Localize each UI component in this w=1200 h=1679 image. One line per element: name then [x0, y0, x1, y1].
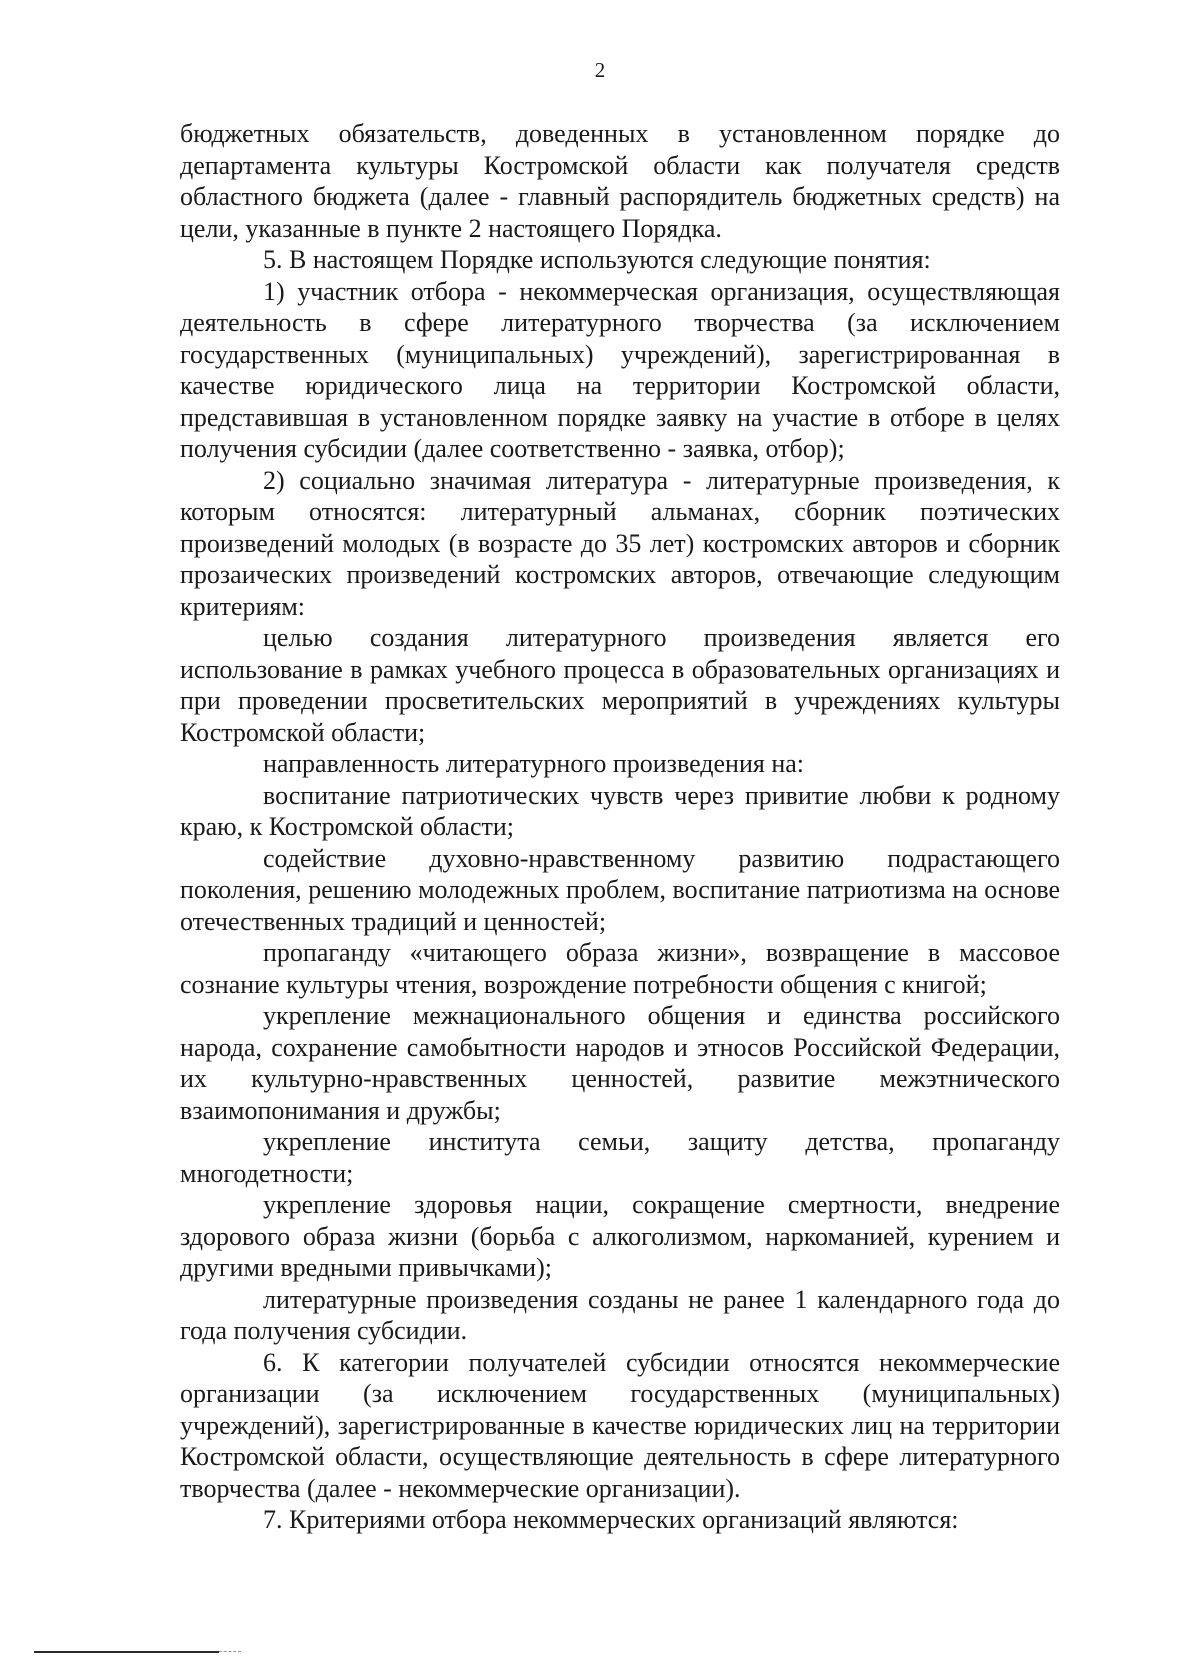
paragraph-item-7: 7. Критериями отбора некоммерческих организаций являются:	[263, 1505, 959, 1534]
paragraph-budget-obligations: бюджетных обязательств, доведенных в установленном порядке до департамента культуры Костромской области как получателя средств областного бюджета (далее - главный распорядитель бюджетных средств) на цели, указанные в пункте 2 настоящего Порядка.	[180, 119, 1060, 243]
paragraph-item-6: 6. К категории получателей субсидии относятся некоммерческие организации (за исключением государственных (муниципальных) учреждений), зарегистрированные в качестве юридических лиц на территории Костромской области, осуществляющие деятельность в сфере литературного творчества (далее - некоммерческие организации).	[180, 1347, 1060, 1503]
paragraph-item-5: 5. В настоящем Порядке используются следующие понятия:	[263, 245, 931, 274]
document-body	[180, 118, 1060, 1536]
paragraph-criterion-direction: направленность литературного произведения на:	[263, 749, 805, 778]
paragraph-direction-family: укрепление института семьи, защиту детства, пропаганду многодетности;	[180, 1127, 1060, 1188]
paragraph-definition-2: 2) социально значимая литература - литературные произведения, к которым относятся: литературный альманах, сборник поэтических произведений молодых (в возрасте до 35 лет) костромских авторов и сборник прозаических произведений костромских авторов, отвечающие следующим критериям:	[180, 465, 1060, 621]
page-number: 2	[594, 58, 606, 82]
paragraph-direction-interethnic: укрепление межнационального общения и единства российского народа, сохранение самобытности народов и этносов Российской Федерации, их культурно-нравственных ценностей, развитие межэтнического взаимопонимания и дружбы;	[180, 1001, 1060, 1125]
paragraph-direction-spiritual: содействие духовно-нравственному развитию подрастающего поколения, решению молодежных проблем, воспитание патриотизма на основе отечественных традиций и ценностей;	[180, 843, 1060, 936]
footer-rule-tail	[219, 1651, 241, 1652]
paragraph-direction-reading: пропаганду «читающего образа жизни», возвращение в массовое сознание культуры чтения, возрождение потребности общения с книгой;	[180, 938, 1060, 999]
paragraph-creation-date: литературные произведения созданы не ранее 1 календарного года до года получения субсидии.	[180, 1284, 1060, 1345]
paragraph-criterion-purpose: целью создания литературного произведения является его использование в рамках учебного процесса в образовательных организациях и при проведении просветительских мероприятий в учреждениях культуры Костромской области;	[180, 623, 1060, 747]
paragraph-direction-health: укрепление здоровья нации, сокращение смертности, внедрение здорового образа жизни (борьба с алкоголизмом, наркоманией, курением и другими вредными привычками);	[180, 1190, 1060, 1282]
footer-rule	[34, 1651, 219, 1653]
paragraph-definition-1: 1) участник отбора - некоммерческая организация, осуществляющая деятельность в сфере литературного творчества (за исключением государственных (муниципальных) учреждений), зарегистрированная в качестве юридического лица на территории Костромской области, представившая в установленном порядке заявку на участие в отборе в целях получения субсидии (далее соответственно - заявка, отбор);	[180, 276, 1060, 463]
paragraph-direction-patriotic: воспитание патриотических чувств через привитие любви к родному краю, к Костромской области;	[180, 780, 1060, 841]
